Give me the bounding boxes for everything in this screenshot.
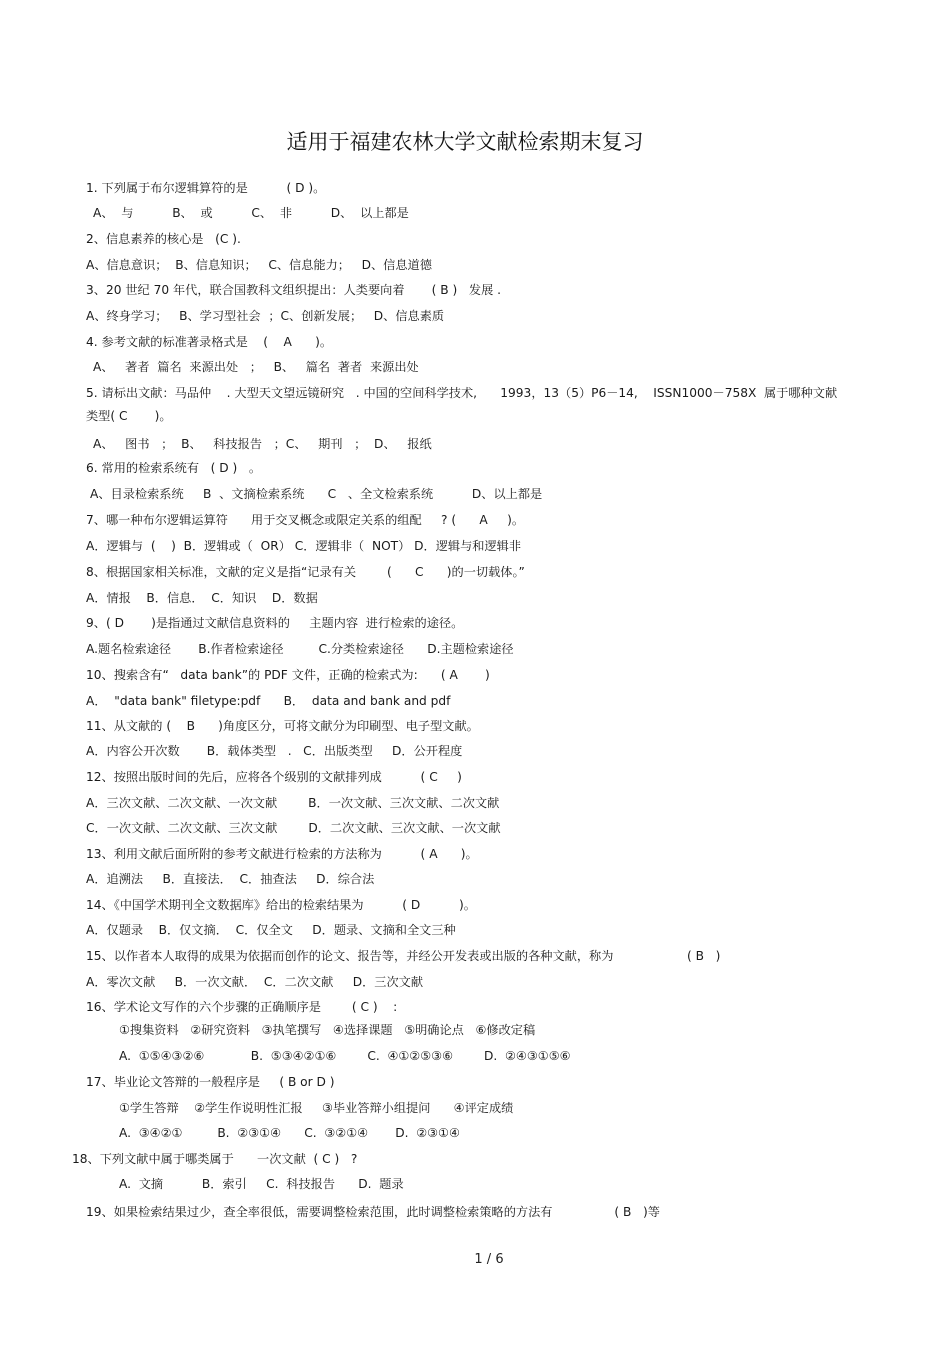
question-16: 16、学术论文写作的六个步骤的正确顺序是 ( C ) :: [86, 1000, 398, 1014]
question-15-options: A．零次文献 B．一次文献． C．二次文献 D．三次文献: [86, 975, 424, 989]
question-11-options: A．内容公开次数 B．载体类型 . C．出版类型 D．公开程度: [86, 744, 463, 758]
question-3: 3、20 世纪 70 年代，联合国教科文组织提出：人类要向着 ( B ) 发展 .: [86, 283, 501, 297]
question-10-options: A． "data bank" filetype:pdf B． data and bank and pdf: [86, 694, 451, 708]
question-15: 15、以作者本人取得的成果为依据而创作的论文、报告等，并经公开发表或出版的各种文献，称为 ( B ): [86, 949, 721, 963]
question-8-options: A．情报 B．信息． C．知识 D．数据: [86, 591, 318, 605]
question-9-options: A.题名检索途径 B.作者检索途径 C.分类检索途径 D.主题检索途径: [86, 642, 514, 656]
question-2-options: A、信息意识； B、信息知识； C、信息能力； D、信息道德: [86, 258, 432, 272]
question-4: 4. 参考文献的标准著录格式是 ( A )。: [86, 335, 333, 349]
question-2: 2、信息素养的核心是 (C ).: [86, 232, 241, 246]
question-16-steps: ①搜集资料 ②研究资料 ③执笔撰写 ④选择课题 ⑤明确论点 ⑥修改定稿: [119, 1023, 536, 1037]
question-1-options: A、 与 B、 或 C、 非 D、 以上都是: [93, 206, 409, 220]
question-16-options: A. ①⑤④③②⑥ B. ⑤③④②①⑥ C. ④①②⑤③⑥ D. ②④③①⑤⑥: [119, 1049, 571, 1063]
page-number: 1 / 6: [474, 1252, 504, 1267]
question-5: 5. 请标出文献：马品仲 . 大型天文望远镜研究 . 中国的空间科学技术, 1993，13（5）P6－14, ISSN1000－758X 属于哪种文献: [86, 386, 838, 400]
question-17-options: A. ③④②① B. ②③①④ C. ③②①④ D. ②③①④: [119, 1126, 460, 1140]
question-5-options: A、 图书 ； B、 科技报告 ；C、 期刊 ； D、 报纸: [93, 437, 432, 451]
question-7-options: A．逻辑与 ( ) B．逻辑或（ OR） C．逻辑非（ NOT） D．逻辑与和逻辑非: [86, 539, 522, 553]
question-6: 6. 常用的检索系统有 ( D ) 。: [86, 461, 262, 475]
question-5-cont: 类型( C )。: [86, 409, 172, 423]
question-6-options: A、目录检索系统 B 、文摘检索系统 C 、全文检索系统 D、以上都是: [90, 487, 543, 501]
question-9: 9、( D )是指通过文献信息资料的 主题内容 进行检索的途径。: [86, 616, 464, 630]
question-12-options-ab: A．三次文献、二次文献、一次文献 B．一次文献、三次文献、二次文献: [86, 796, 500, 810]
question-17-steps: ①学生答辩 ②学生作说明性汇报 ③毕业答辩小组提问 ④评定成绩: [119, 1101, 514, 1115]
question-12-options-cd: C．一次文献、二次文献、三次文献 D．二次文献、三次文献、一次文献: [86, 821, 501, 835]
question-10: 10、搜索含有“ data bank”的 PDF 文件，正确的检索式为: ( A ): [86, 668, 490, 682]
question-19: 19、如果检索结果过少，查全率很低，需要调整检索范围，此时调整检索策略的方法有 ( B )等: [86, 1205, 660, 1219]
document-title: 适用于福建农林大学文献检索期末复习: [286, 130, 644, 154]
question-4-options: A、 著者 篇名 来源出处 ； B、 篇名 著者 来源出处: [93, 360, 419, 374]
question-12: 12、按照出版时间的先后，应将各个级别的文献排列成 ( C ): [86, 770, 462, 784]
question-3-options: A、终身学习； B、学习型社会 ；C、创新发展； D、信息素质: [86, 309, 445, 323]
question-1: 1. 下列属于布尔逻辑算符的是 ( D )。: [86, 181, 326, 195]
question-17: 17、毕业论文答辩的一般程序是 ( B or D ): [86, 1075, 335, 1089]
question-13: 13、利用文献后面所附的参考文献进行检索的方法称为 ( A )。: [86, 847, 478, 861]
question-8: 8、根据国家相关标准，文献的定义是指“记录有关 ( C )的一切载体。”: [86, 565, 525, 579]
question-11: 11、从文献的 ( B )角度区分，可将文献分为印刷型、电子型文献。: [86, 719, 479, 733]
question-18-options: A. 文摘 B．索引 C. 科技报告 D. 题录: [119, 1177, 404, 1191]
question-14: 14、《中国学术期刊全文数据库》给出的检索结果为 ( D )。: [86, 898, 476, 912]
question-7: 7、哪一种布尔逻辑运算符 用于交叉概念或限定关系的组配 ? ( A )。: [86, 513, 525, 527]
question-13-options: A．追溯法 B．直接法． C．抽查法 D．综合法: [86, 872, 375, 886]
question-18: 18、下列文献中属于哪类属于 一次文献 ( C ) ?: [72, 1152, 358, 1166]
question-14-options: A．仅题录 B．仅文摘． C．仅全文 D．题录、文摘和全文三种: [86, 923, 456, 937]
